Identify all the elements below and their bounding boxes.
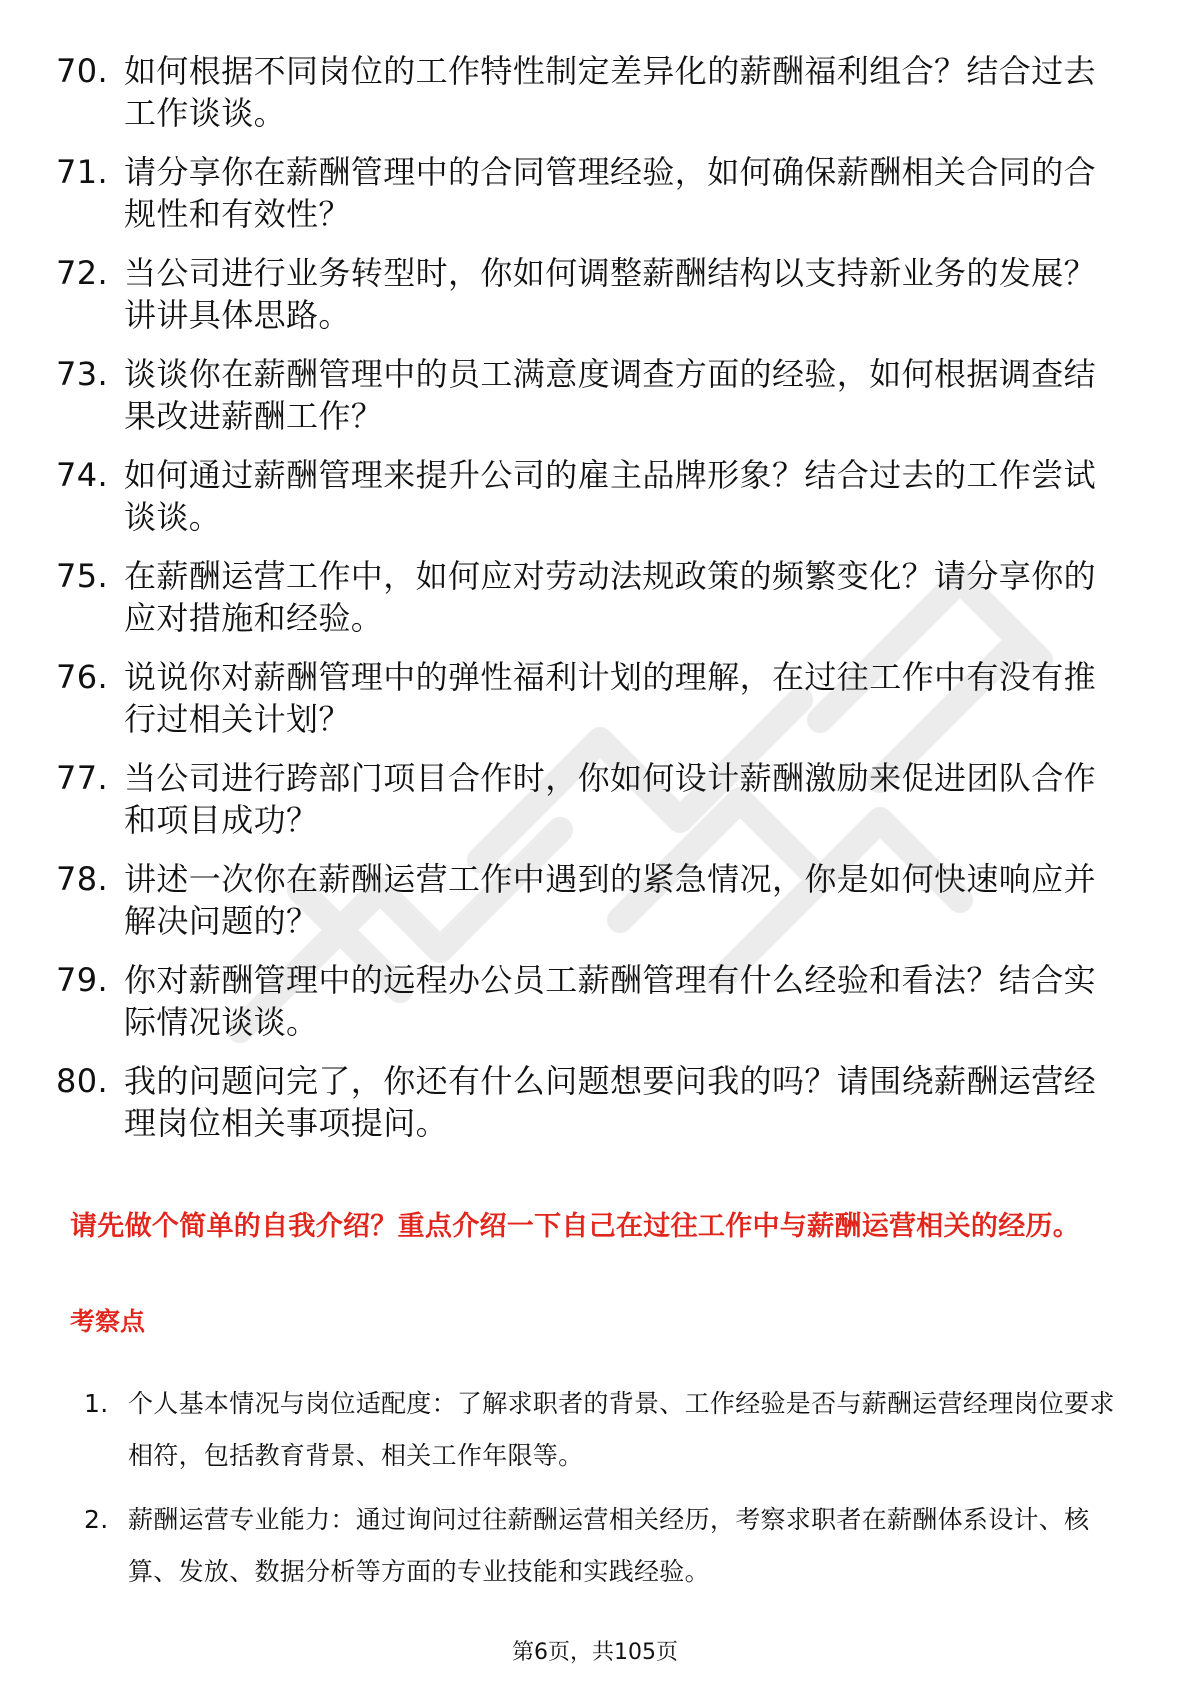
question-item — [56, 656, 1116, 740]
question-list — [56, 50, 1116, 1161]
question-number: 76. — [56, 658, 109, 696]
assessment-points-list — [84, 1378, 1124, 1610]
question-item — [56, 858, 1116, 942]
intro-question-heading: 请先做个简单的自我介绍？重点介绍一下自己在过往工作中与薪酬运营相关的经历。 — [70, 1211, 1081, 1242]
question-number: 79. — [56, 961, 109, 999]
question-item — [56, 50, 1116, 134]
assessment-point-item — [84, 1494, 1124, 1598]
question-item — [56, 252, 1116, 336]
question-number: 75. — [56, 557, 109, 595]
question-item — [56, 757, 1116, 841]
question-text: 如何根据不同岗位的工作特性制定差异化的薪酬福利组合？结合过去工作谈谈。 — [124, 52, 1097, 132]
assessment-points-heading: 考察点 — [70, 1307, 146, 1336]
point-number: 2. — [84, 1505, 109, 1534]
question-text: 说说你对薪酬管理中的弹性福利计划的理解，在过往工作中有没有推行过相关计划？ — [124, 658, 1097, 738]
question-item — [56, 353, 1116, 437]
question-item — [56, 454, 1116, 538]
question-number: 80. — [56, 1062, 109, 1100]
question-item — [56, 1060, 1116, 1144]
question-number: 78. — [56, 860, 109, 898]
question-number: 71. — [56, 153, 109, 191]
question-text: 讲述一次你在薪酬运营工作中遇到的紧急情况，你是如何快速响应并解决问题的？ — [124, 860, 1097, 940]
point-text: 薪酬运营专业能力：通过询问过往薪酬运营相关经历，考察求职者在薪酬体系设计、核算、发放、数据分析等方面的专业技能和实践经验。 — [128, 1505, 1090, 1586]
question-number: 72. — [56, 254, 109, 292]
question-text: 谈谈你在薪酬管理中的员工满意度调查方面的经验，如何根据调查结果改进薪酬工作？ — [124, 355, 1097, 435]
question-text: 在薪酬运营工作中，如何应对劳动法规政策的频繁变化？请分享你的应对措施和经验。 — [124, 557, 1097, 637]
point-number: 1. — [84, 1389, 109, 1418]
question-text: 请分享你在薪酬管理中的合同管理经验，如何确保薪酬相关合同的合规性和有效性？ — [124, 153, 1097, 233]
assessment-point-item — [84, 1378, 1124, 1482]
question-number: 74. — [56, 456, 109, 494]
question-number: 77. — [56, 759, 109, 797]
question-item — [56, 959, 1116, 1043]
question-text: 你对薪酬管理中的远程办公员工薪酬管理有什么经验和看法？结合实际情况谈谈。 — [124, 961, 1097, 1041]
question-number: 73. — [56, 355, 109, 393]
point-text: 个人基本情况与岗位适配度：了解求职者的背景、工作经验是否与薪酬运营经理岗位要求相符，包括教育背景、相关工作年限等。 — [128, 1389, 1115, 1470]
question-text: 当公司进行跨部门项目合作时，你如何设计薪酬激励来促进团队合作和项目成功？ — [124, 759, 1097, 839]
question-item — [56, 151, 1116, 235]
question-text: 如何通过薪酬管理来提升公司的雇主品牌形象？结合过去的工作尝试谈谈。 — [124, 456, 1097, 536]
question-text: 我的问题问完了，你还有什么问题想要问我的吗？请围绕薪酬运营经理岗位相关事项提问。 — [124, 1062, 1097, 1142]
page-footer: 第6页，共105页 — [512, 1640, 678, 1665]
question-text: 当公司进行业务转型时，你如何调整薪酬结构以支持新业务的发展？讲讲具体思路。 — [124, 254, 1097, 334]
question-number: 70. — [56, 52, 109, 90]
question-item — [56, 555, 1116, 639]
